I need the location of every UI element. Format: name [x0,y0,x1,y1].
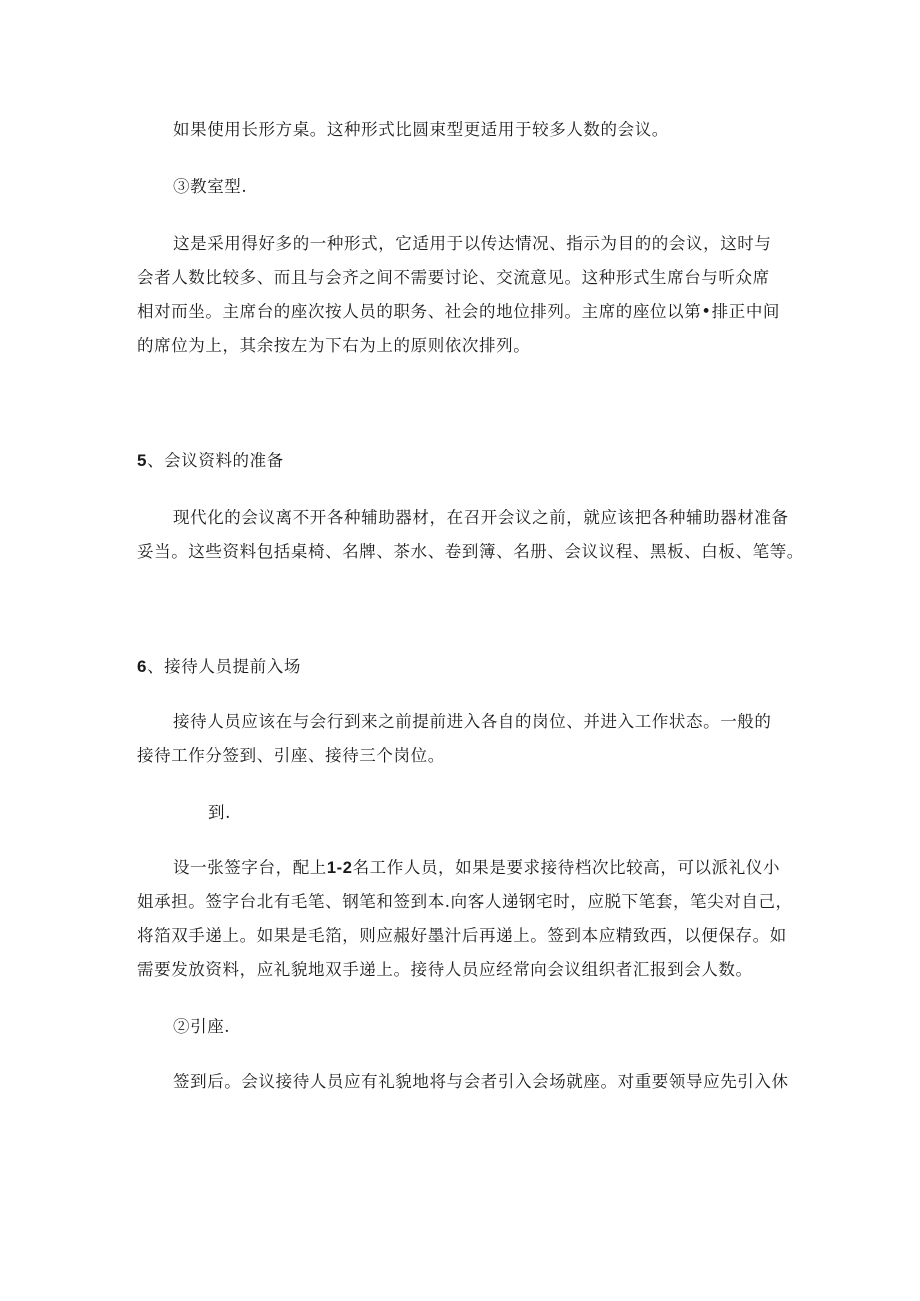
paragraph-signin-line [173,857,780,879]
paragraph-signin-line: 需要发放资料，应礼貌地双手递上。接待人员应经常向会议组织者汇报到会人数。 [137,960,753,979]
paragraph-classroom-line: 的席位为上，其余按左为下右为上的原则依次排列。 [137,336,531,355]
section-number: 6 [137,657,148,676]
section-heading-6 [137,656,301,678]
paragraph-classroom-line: 这是采用得好多的一种形式，它适用于以传达情况、指示为目的的会议，这时与 [173,234,772,253]
paragraph-seating-line: 签到后。会议接待人员应有礼貌地将与会者引入会场就座。对重要领导应先引入休 [173,1072,789,1091]
item-seating: ②引座. [173,1017,231,1036]
paragraph-classroom-line: 会者人数比较多、而且与会齐之间不需要讨论、交流意见。这种形式生席台与听众席 [137,268,770,287]
paragraph-signin-line: 将箔双手递上。如果是毛箔，则应赧好墨汁后再递上。签到本应精致西，以便保存。如 [137,926,787,945]
section-number: 5 [137,451,148,470]
paragraph-signin-line: 姐承担。签字台北有毛笔、钢笔和签到本.向客人递钢宅时，应脱下笔套，笔尖对自己， [137,892,793,911]
paragraph-section5-line: 现代化的会议离不开各种辅助器材，在召开会议之前，就应该把各种辅助器材准备 [173,508,789,527]
staff-count: 1-2 [326,859,353,877]
section-title: 、接待人员提前入场 [147,657,301,676]
text-run: 设一张签字台，配上 [173,858,327,877]
paragraph-long-table: 如果使用长形方桌。这种形式比圆束型更适用于较多人数的会议。 [173,120,669,139]
item-sign-in: 到. [208,803,231,822]
paragraph-section5-line: 妥当。这些资料包括桌椅、名牌、茶水、卷到簿、名册、会议议程、黑板、白板、笔等。 [137,542,804,561]
paragraph-section6-line: 接待工作分签到、引座、接待三个岗位。 [137,746,445,765]
item-classroom-style: ③教室型. [173,177,248,196]
paragraph-classroom-line: 相对而坐。主席台的座次按人员的职务、社会的地位排列。主席的座位以第•排正中间 [137,302,781,321]
paragraph-section6-line: 接待人员应该在与会行到来之前提前进入各自的岗位、并进入工作状态。一般的 [173,712,772,731]
section-title: 、会议资料的准备 [147,451,284,470]
section-heading-5 [137,450,284,472]
text-run: 名工作人员，如果是要求接待档次比较高，可以派礼仪小 [352,858,781,877]
